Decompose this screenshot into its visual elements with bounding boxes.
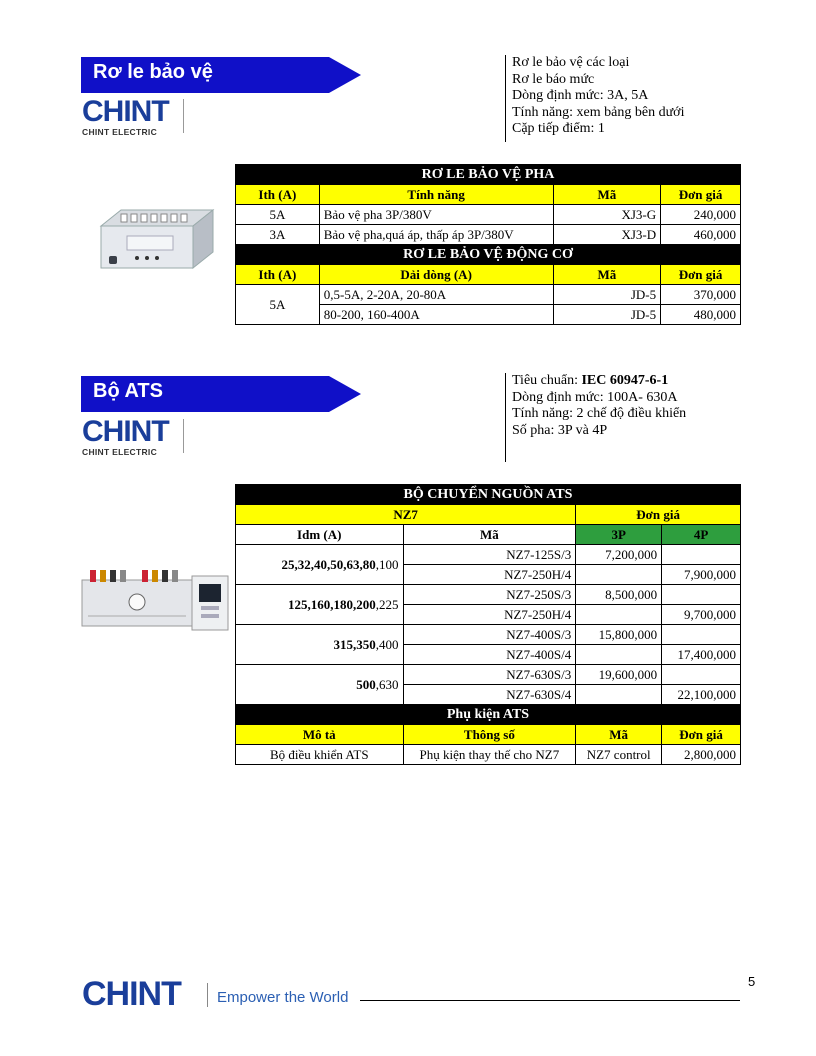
table-row: [236, 585, 741, 605]
cell-feature: Bảo vệ pha,quá áp, thấp áp 3P/380V: [319, 225, 553, 245]
cell-code: XJ3-D: [553, 225, 661, 245]
cell-code: NZ7-400S/3: [403, 625, 576, 645]
cell-description: Bộ điều khiển ATS: [236, 745, 404, 765]
rating-normal: ,400: [375, 637, 399, 652]
cell-rating: [236, 585, 404, 625]
rating-normal: ,225: [375, 597, 399, 612]
rating-normal: ,630: [375, 677, 399, 692]
footer-rule: [360, 1000, 740, 1001]
cell-price-4p: 22,100,000: [662, 685, 741, 705]
column-header: Đơn giá: [661, 265, 741, 285]
column-header: Thông số: [403, 725, 576, 745]
info-line: Rơ le bảo vệ các loại: [512, 55, 630, 70]
cell-price-3p: 8,500,000: [576, 585, 662, 605]
section2-banner: [81, 376, 361, 412]
table-title: Phụ kiện ATS: [236, 705, 741, 725]
rating-normal: ,100: [375, 557, 399, 572]
cell-rating: [236, 625, 404, 665]
cell-price-3p: [576, 565, 662, 585]
section1-info: [505, 55, 684, 142]
section1-chint-logo: [82, 97, 192, 137]
ats-switch-image: [80, 566, 230, 632]
cell-price-4p: 9,700,000: [662, 605, 741, 625]
cell-price-3p: [576, 685, 662, 705]
cell-code: NZ7-630S/3: [403, 665, 576, 685]
column-header-3p: 3P: [576, 525, 662, 545]
cell-price: 460,000: [661, 225, 741, 245]
table-row: [236, 205, 741, 225]
table-row: [236, 545, 741, 565]
cell-ith: 5A: [236, 285, 320, 325]
cell-code: NZ7-400S/4: [403, 645, 576, 665]
table-row: [236, 285, 741, 305]
column-header: Mã: [576, 725, 662, 745]
cell-code: NZ7-125S/3: [403, 545, 576, 565]
column-header-4p: 4P: [662, 525, 741, 545]
column-header: Đơn giá: [661, 185, 741, 205]
column-header: Mã: [553, 185, 661, 205]
cell-code: NZ7-630S/4: [403, 685, 576, 705]
table-row: [236, 625, 741, 645]
info-line: Số pha: 3P và 4P: [512, 422, 608, 438]
phase-relay-image: [97, 208, 215, 272]
cell-code: JD-5: [553, 285, 661, 305]
cell-range: 0,5-5A, 2-20A, 20-80A: [319, 285, 553, 305]
column-header: Đơn giá: [662, 725, 741, 745]
table-title: RƠ LE BẢO VỆ ĐỘNG CƠ: [236, 245, 741, 265]
table-title: RƠ LE BẢO VỆ PHA: [236, 165, 741, 185]
cell-code: NZ7-250H/4: [403, 565, 576, 585]
footer-tagline: Empower the World: [217, 989, 349, 1006]
cell-price-3p: 15,800,000: [576, 625, 662, 645]
cell-price-4p: [662, 625, 741, 645]
rating-bold: 125,160,180,200: [288, 597, 376, 612]
cell-code: NZ7 control: [576, 745, 662, 765]
cell-ith: 3A: [236, 225, 320, 245]
cell-price: 480,000: [661, 305, 741, 325]
standard-value: IEC 60947-6-1: [581, 373, 669, 388]
cell-rating: [236, 545, 404, 585]
cell-price-3p: [576, 645, 662, 665]
cell-price-3p: 19,600,000: [576, 665, 662, 685]
cell-code: XJ3-G: [553, 205, 661, 225]
logo-subtitle: CHINT ELECTRIC: [82, 127, 158, 137]
section2-info: [505, 373, 686, 462]
cell-price-4p: 17,400,000: [662, 645, 741, 665]
column-header: Mô tả: [236, 725, 404, 745]
table-row: [236, 665, 741, 685]
cell-ith: 5A: [236, 205, 320, 225]
cell-price-4p: 7,900,000: [662, 565, 741, 585]
series-header: NZ7: [236, 505, 576, 525]
rating-bold: 500: [356, 677, 376, 692]
cell-spec: Phụ kiện thay thế cho NZ7: [403, 745, 576, 765]
logo-divider: [183, 99, 184, 133]
table-row: [236, 745, 741, 765]
column-header: Mã: [553, 265, 661, 285]
section2-title: Bộ ATS: [93, 380, 163, 402]
column-header-code: Mã: [403, 525, 576, 545]
cell-price-4p: [662, 545, 741, 565]
info-line: Cặp tiếp điểm: 1: [512, 121, 605, 136]
cell-price-4p: [662, 585, 741, 605]
cell-code: NZ7-250H/4: [403, 605, 576, 625]
info-line: Tính năng: xem bảng bên dưới: [512, 104, 685, 120]
page-number: 5: [748, 974, 756, 989]
info-line: Rơ le báo mức: [512, 71, 595, 87]
rating-bold: 25,32,40,50,63,80: [281, 557, 376, 572]
cell-price: 240,000: [661, 205, 741, 225]
cell-range: 80-200, 160-400A: [319, 305, 553, 325]
column-header-idm: Idm (A): [236, 525, 404, 545]
rating-bold: 315,350: [333, 637, 376, 652]
logo-divider: [183, 419, 184, 453]
ats-table: [235, 484, 741, 765]
column-header: Ith (A): [236, 265, 320, 285]
cell-price: 2,800,000: [662, 745, 741, 765]
cell-price-3p: 7,200,000: [576, 545, 662, 565]
column-header: Tính năng: [319, 185, 553, 205]
cell-rating: [236, 665, 404, 705]
table-row: [236, 225, 741, 245]
section2-chint-logo: [82, 417, 192, 457]
cell-price-3p: [576, 605, 662, 625]
logo-wordmark: CHINT: [82, 95, 169, 128]
section1-title: Rơ le bảo vệ: [93, 61, 213, 83]
standard-label: Tiêu chuẩn:: [512, 373, 582, 388]
cell-price: 370,000: [661, 285, 741, 305]
cell-code: NZ7-250S/3: [403, 585, 576, 605]
section1-banner: [81, 57, 361, 93]
footer-divider: [207, 983, 208, 1007]
phase-relay-table: [235, 164, 741, 325]
info-line: Tính năng: 2 chế độ điều khiển: [512, 406, 687, 421]
column-header: Dải dòng (A): [319, 265, 553, 285]
footer-chint-logo: CHINT: [82, 975, 181, 1013]
logo-subtitle: CHINT ELECTRIC: [82, 447, 158, 457]
cell-price-4p: [662, 665, 741, 685]
info-line: Dòng định mức: 3A, 5A: [512, 88, 649, 103]
column-header: Ith (A): [236, 185, 320, 205]
cell-feature: Bảo vệ pha 3P/380V: [319, 205, 553, 225]
logo-wordmark: CHINT: [82, 415, 169, 448]
price-header: Đơn giá: [576, 505, 741, 525]
info-line: Dòng định mức: 100A- 630A: [512, 389, 678, 405]
cell-code: JD-5: [553, 305, 661, 325]
info-line-standard: [512, 373, 686, 390]
table-title: BỘ CHUYỂN NGUỒN ATS: [236, 485, 741, 505]
